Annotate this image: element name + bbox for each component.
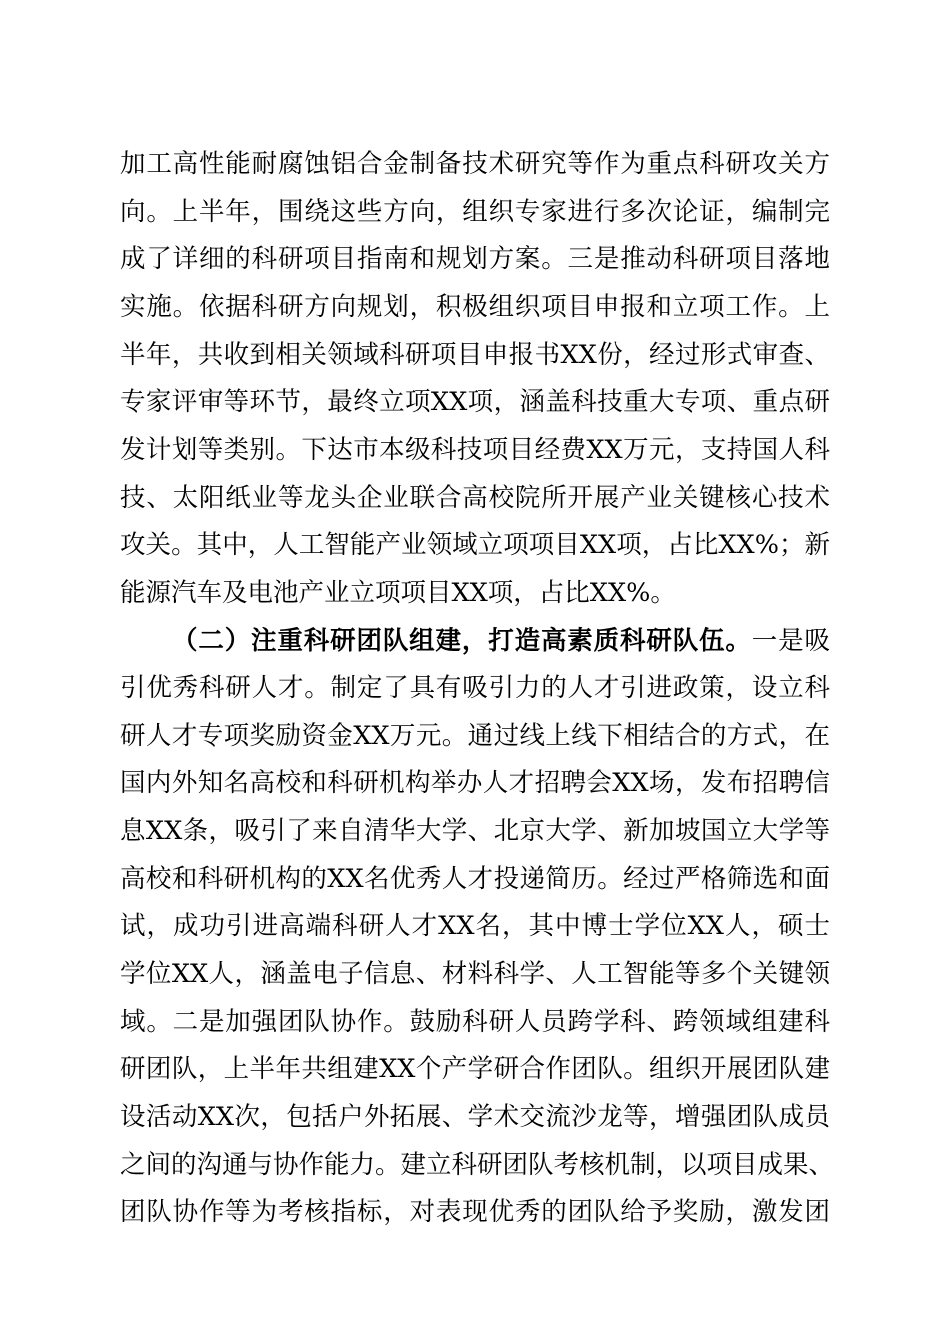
body-text-line: 设活动XX次，包括户外拓展、学术交流沙龙等，增强团队成员 <box>120 1102 830 1132</box>
body-text-line: 能源汽车及电池产业立项项目XX项，占比XX%。 <box>120 578 676 608</box>
body-text-line: 高校和科研机构的XX名优秀人才投递简历。经过严格筛选和面 <box>120 864 830 894</box>
section-heading-line <box>172 625 830 657</box>
body-text-line: 成了详细的科研项目指南和规划方案。三是推动科研项目落地 <box>120 244 830 274</box>
body-text-line: 加工高性能耐腐蚀铝合金制备技术研究等作为重点科研攻关方 <box>120 149 830 179</box>
body-text-line: 技、太阳纸业等龙头企业联合高校院所开展产业关键核心技术 <box>120 483 830 513</box>
body-text-line: 专家评审等环节，最终立项XX项，涵盖科技重大专项、重点研 <box>120 387 830 417</box>
body-text-inline: 一是吸 <box>751 626 830 656</box>
body-text-line: 团队协作等为考核指标，对表现优秀的团队给予奖励，激发团 <box>120 1197 830 1227</box>
body-text-line: 向。上半年，围绕这些方向，组织专家进行多次论证，编制完 <box>120 197 830 227</box>
body-text-line: 研人才专项奖励资金XX万元。通过线上线下相结合的方式，在 <box>120 721 830 751</box>
body-text-line: 域。二是加强团队协作。鼓励科研人员跨学科、跨领域组建科 <box>120 1007 830 1037</box>
body-text-line: 研团队，上半年共组建XX个产学研合作团队。组织开展团队建 <box>120 1054 830 1084</box>
body-text-line: 引优秀科研人才。制定了具有吸引力的人才引进政策，设立科 <box>120 673 830 703</box>
body-text-line: 半年，共收到相关领域科研项目申报书XX份，经过形式审查、 <box>120 340 830 370</box>
body-text-line: 学位XX人，涵盖电子信息、材料科学、人工智能等多个关键领 <box>120 959 830 989</box>
body-text-line: 试，成功引进高端科研人才XX名，其中博士学位XX人，硕士 <box>120 911 830 941</box>
body-text-line: 攻关。其中，人工智能产业领域立项项目XX项，占比XX%；新 <box>120 530 830 560</box>
body-text-line: 实施。依据科研方向规划，积极组织项目申报和立项工作。上 <box>120 292 830 322</box>
body-text-line: 发计划等类别。下达市本级科技项目经费XX万元，支持国人科 <box>120 435 830 465</box>
body-text-line: 之间的沟通与协作能力。建立科研团队考核机制，以项目成果、 <box>120 1150 835 1180</box>
body-text-line: 国内外知名高校和科研机构举办人才招聘会XX场，发布招聘信 <box>120 768 830 798</box>
section-heading: （二）注重科研团队组建，打造高素质科研队伍。 <box>172 626 752 656</box>
body-text-line: 息XX条，吸引了来自清华大学、北京大学、新加坡国立大学等 <box>120 816 830 846</box>
